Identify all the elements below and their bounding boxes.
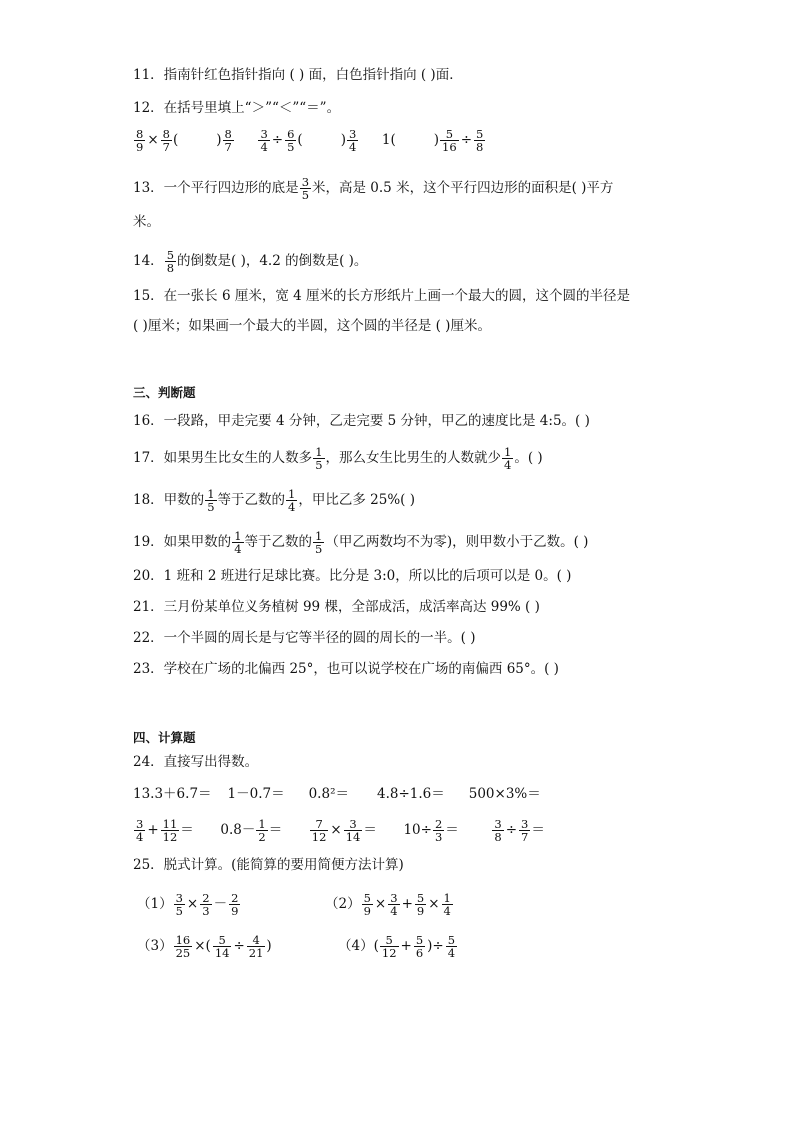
- fraction: $\frac{1}{4}$: [288, 487, 296, 514]
- question-20: 20．1 班和 2 班进行足球比赛。比分是 3:0，所以比的后项可以是 0。( ): [133, 568, 572, 584]
- question-13-cont: 米。: [133, 214, 160, 230]
- question-21: 21．三月份某单位义务植树 99 棵，全部成活，成活率高达 99% ( ): [133, 599, 540, 615]
- fraction: $\frac{4}{21}$: [248, 933, 264, 960]
- fraction: $\frac{5}{8}$: [166, 248, 175, 275]
- fraction: $\frac{3}{4}$: [348, 127, 357, 154]
- question-19: 19．如果甲数的 $\frac{1}{4}$ 等于乙数的 $\frac{1}{5}$ （甲乙两数均不为零)，则甲数小于乙数。( ): [133, 529, 589, 556]
- question-25-1: （1） $\frac{3}{5}$ × $\frac{2}{3}$ － $\frac{2}{9}$: [137, 891, 239, 918]
- expression: 0.8²＝: [308, 786, 349, 802]
- fraction: $\frac{3}{7}$: [521, 817, 529, 844]
- fraction: $\frac{5}{4}$: [447, 933, 456, 960]
- question-13: 13．一个平行四边形的底是 $\frac{3}{5}$ 米，高是 0.5 米，这个平行四边形的面积是( )平方: [133, 175, 614, 202]
- fraction: $\frac{5}{16}$: [442, 127, 457, 154]
- question-22: 22．一个半圆的周长是与它等半径的圆的周长的一半。( ): [133, 630, 476, 646]
- question-18: 18．甲数的 $\frac{1}{5}$ 等于乙数的 $\frac{1}{4}$ ，甲比乙多 25%( ): [133, 487, 415, 514]
- fraction: $\frac{2}{9}$: [231, 891, 239, 918]
- fraction: $\frac{3}{5}$: [301, 175, 310, 202]
- fraction: $\frac{5}{12}$: [381, 933, 397, 960]
- fraction: $\frac{3}{4}$: [260, 127, 268, 154]
- fraction: $\frac{6}{5}$: [287, 127, 295, 154]
- question-15: 15．在一张长 6 厘米，宽 4 厘米的长方形纸片上画一个最大的圆，这个圆的半径是: [133, 288, 631, 304]
- question-12: 12．在括号里填上“＞”“＜”“＝”。: [133, 100, 341, 116]
- question-12-comparisons: $\frac{8}{9}$ × $\frac{8}{7}$ ( ) $\frac{8}{7}$ $\frac{3}{4}$ ÷ $\frac{6}{5}$ ( ) $\frac{3}{4}$ 1( ) $\frac{5}{16}$ ÷ $\frac{5}{8}$: [136, 127, 484, 154]
- fraction: $\frac{1}{2}$: [258, 817, 266, 844]
- fraction: $\frac{2}{3}$: [434, 817, 443, 844]
- fraction: $\frac{2}{3}$: [202, 891, 210, 918]
- fraction: $\frac{1}{4}$: [443, 891, 451, 918]
- fraction: $\frac{5}{8}$: [476, 127, 484, 154]
- question-25-2: （2） $\frac{5}{9}$ × $\frac{3}{4}$ + $\frac{5}{9}$ × $\frac{1}{4}$: [325, 891, 451, 918]
- fraction: $\frac{16}{25}$: [175, 933, 191, 960]
- fraction: $\frac{7}{12}$: [311, 817, 327, 844]
- question-25: 25．脱式计算。(能简算的要用简便方法计算): [133, 857, 404, 873]
- fraction: $\frac{3}{8}$: [494, 817, 502, 844]
- question-23: 23．学校在广场的北偏西 25°，也可以说学校在广场的南偏西 65°。( ): [133, 661, 559, 677]
- section-title-calculation: 四、计算题: [133, 730, 196, 745]
- fraction: $\frac{8}{7}$: [224, 127, 232, 154]
- question-24: 24．直接写出得数。: [133, 754, 259, 770]
- fraction: $\frac{8}{7}$: [162, 127, 170, 154]
- question-14: 14． $\frac{5}{8}$ 的倒数是( )，4.2 的倒数是( )。: [133, 248, 368, 275]
- fraction: $\frac{1}{5}$: [207, 487, 215, 514]
- question-11: 11．指南针红色指针指向 ( ) 面，白色指针指向 ( )面．: [133, 67, 463, 83]
- question-24-row-1: [133, 785, 541, 803]
- fraction: $\frac{3}{4}$: [136, 817, 144, 844]
- expression: 1－0.7＝: [227, 786, 285, 802]
- fraction: $\frac{3}{14}$: [345, 817, 361, 844]
- question-24-row-2: $\frac{3}{4}$ + $\frac{11}{12}$ ＝ 0.8－ $\frac{1}{2}$ ＝ $\frac{7}{12}$ × $\frac{3}{14}$ ＝ 10÷ $\frac{2}{3}$ ＝ $\frac{3}{8}$ ÷ $\frac{3}{7}$ ＝: [136, 817, 545, 844]
- question-25-3: （3） $\frac{16}{25}$ ×( $\frac{5}{14}$ ÷ $\frac{4}{21}$ ): [137, 933, 272, 960]
- expression: 4.8÷1.6＝: [376, 786, 445, 802]
- fraction: $\frac{1}{4}$: [504, 445, 512, 472]
- question-25-4: （4）( $\frac{5}{12}$ + $\frac{5}{6}$ )÷ $\frac{5}{4}$: [338, 933, 456, 960]
- fraction: $\frac{1}{5}$: [315, 529, 323, 556]
- question-15-cont: ( )厘米；如果画一个最大的半圆，这个圆的半径是 ( )厘米。: [133, 318, 491, 334]
- fraction: $\frac{5}{9}$: [363, 891, 371, 918]
- question-17: 17．如果男生比女生的人数多 $\frac{1}{5}$ ，那么女生比男生的人数就少 $\frac{1}{4}$ 。( ): [133, 445, 543, 472]
- expression: 13.3＋6.7＝: [133, 786, 212, 802]
- question-16: 16．一段路，甲走完要 4 分钟，乙走完要 5 分钟，甲乙的速度比是 4:5。( ): [133, 413, 590, 429]
- fraction: $\frac{5}{14}$: [214, 933, 230, 960]
- fraction: $\frac{3}{5}$: [175, 891, 183, 918]
- fraction: $\frac{1}{5}$: [315, 445, 323, 472]
- fraction: $\frac{1}{4}$: [234, 529, 242, 556]
- fraction: $\frac{11}{12}$: [162, 817, 178, 844]
- fraction: $\frac{8}{9}$: [136, 127, 144, 154]
- expression: 500×3%＝: [468, 786, 541, 802]
- fraction: $\frac{5}{9}$: [416, 891, 425, 918]
- section-title-judgement: 三、判断题: [133, 385, 196, 400]
- fraction: $\frac{3}{4}$: [390, 891, 398, 918]
- fraction: $\frac{5}{6}$: [415, 933, 424, 960]
